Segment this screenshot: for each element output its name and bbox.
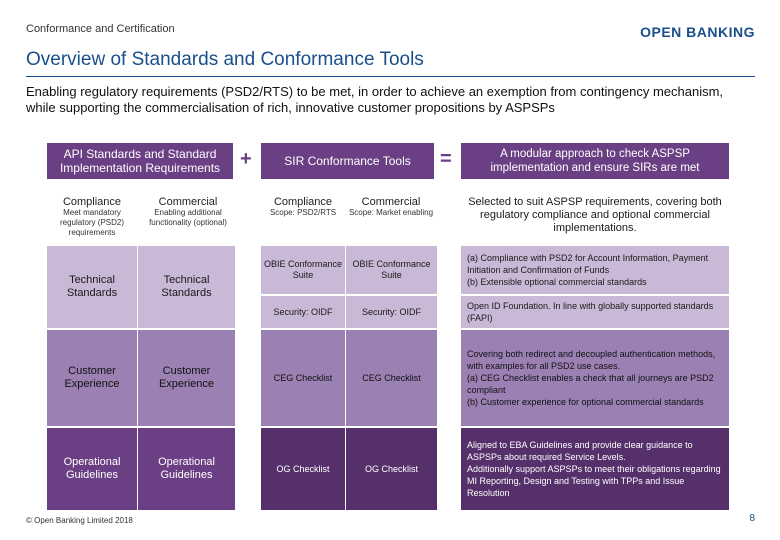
sir-compliance-obie-suite: OBIE Conformance Suite [261,246,345,294]
api-commercial-desc: Enabling additional functionality (optional) [149,208,227,227]
api-commercial-technical-standards: Technical Standards [138,246,235,328]
sir-commercial-security-oidf: Security: OIDF [346,296,437,328]
sir-compliance-label: Compliance [273,196,333,208]
api-compliance-operational-guidelines: Operational Guidelines [47,428,137,510]
sir-commercial-desc: Scope: Market enabling [348,208,434,217]
api-commercial-operational-guidelines: Operational Guidelines [138,428,235,510]
open-banking-logo: OPEN BANKING [640,24,755,40]
sir-compliance-og-checklist: OG Checklist [261,428,345,510]
sir-compliance-desc: Scope: PSD2/RTS [269,208,337,217]
api-compliance-label: Compliance [62,196,122,208]
api-compliance-subheading [47,196,137,238]
sir-tools-heading: SIR Conformance Tools [261,143,434,179]
modular-approach-heading: A modular approach to check ASPSP implementation and ensure SIRs are met [461,143,729,179]
sir-compliance-subheading [261,196,345,218]
intro-text: Enabling regulatory requirements (PSD2/RTS) to be met, in order to achieve an exemption from contingency mechanism, while supporting the commercialisation of rich, innovative customer propositions by ASPSPs [26,84,724,115]
sir-commercial-obie-suite: OBIE Conformance Suite [346,246,437,294]
api-compliance-desc: Meet mandatory regulatory (PSD2) requirements [59,208,125,237]
sir-compliance-security-oidf: Security: OIDF [261,296,345,328]
sir-compliance-ceg-checklist: CEG Checklist [261,330,345,426]
title-divider [26,76,755,77]
sir-commercial-label: Commercial [361,196,421,208]
security-oidf-desc: Open ID Foundation. In line with globally supported standards (FAPI) [461,296,729,328]
sir-commercial-ceg-checklist: CEG Checklist [346,330,437,426]
equals-operator: = [440,148,452,170]
section-label: Conformance and Certification [26,23,175,35]
modular-approach-desc: Selected to suit ASPSP requirements, covering both regulatory compliance and optional commercial implementations. [468,196,722,234]
plus-operator: + [240,148,252,170]
api-commercial-customer-experience: Customer Experience [138,330,235,426]
api-compliance-technical-standards: Technical Standards [47,246,137,328]
sir-commercial-og-checklist: OG Checklist [346,428,437,510]
technical-standards-desc: (a) Compliance with PSD2 for Account Information, Payment Initiation and Confirmation of Funds (b) Extensible optional commercial standards [461,246,729,294]
customer-experience-desc: Covering both redirect and decoupled authentication methods, with examples for all PSD2 use cases. (a) CEG Checklist enables a check that all journeys are PSD2 compliant (b) Customer experience for optional commercial standards [461,330,729,426]
copyright: © Open Banking Limited 2018 [26,516,133,525]
api-standards-heading: API Standards and Standard Implementation Requirements [47,143,233,179]
page-number: 8 [749,513,755,524]
sir-commercial-subheading [345,196,437,218]
api-commercial-label: Commercial [158,196,218,208]
operational-guidelines-desc: Aligned to EBA Guidelines and provide clear guidance to ASPSPs about required Service Levels. Additionally support ASPSPs to meet their obligations regarding MI Reporting, Design and Testing with TPPs and Issue Resolution [461,428,729,510]
page-title: Overview of Standards and Conformance Tools [26,49,424,70]
api-compliance-customer-experience: Customer Experience [47,330,137,426]
api-commercial-subheading [141,196,235,228]
